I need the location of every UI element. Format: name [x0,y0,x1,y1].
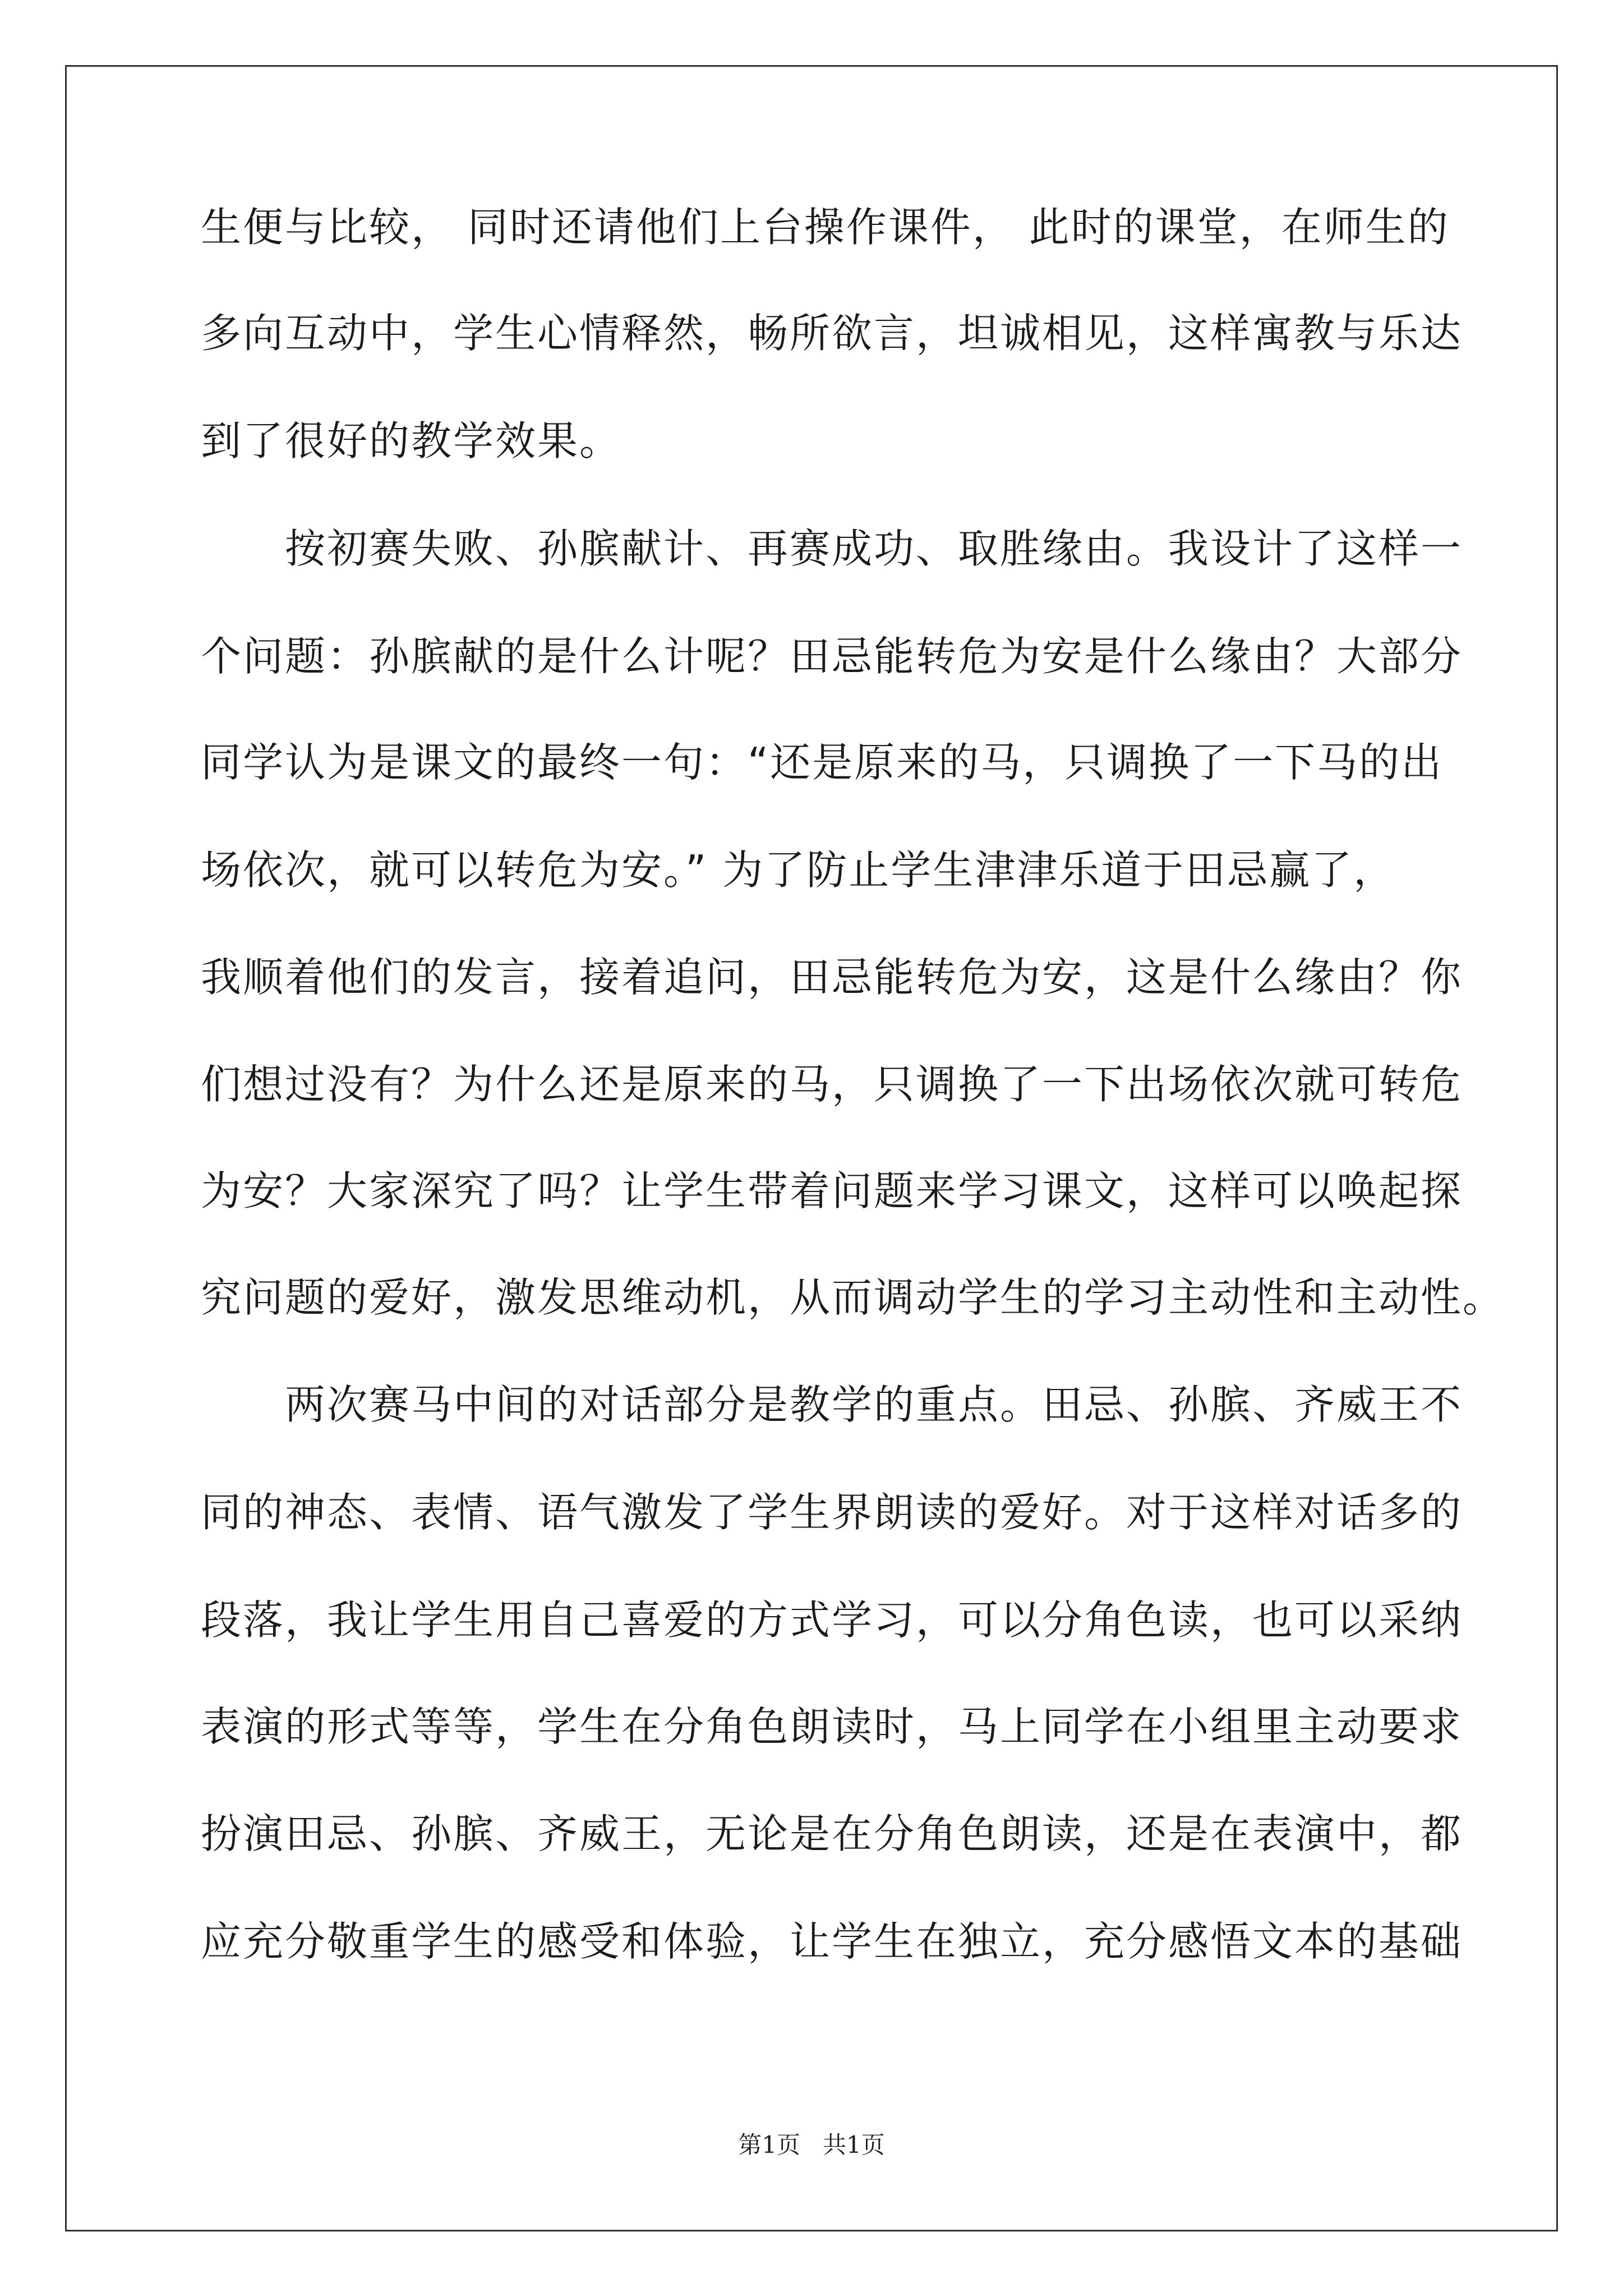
text-line-14: 段落，我让学生用自己喜爱的方式学习，可以分角色读，也可以采纳 [201,1596,1463,1644]
text-line-15: 表演的形式等等，学生在分角色朗读时，马上同学在小组里主动要求 [201,1703,1463,1750]
text-line-12: 两次赛马中间的对话部分是教学的重点。田忌、孙膑、齐威王不 [201,1381,1463,1428]
text-line-5: 个问题：孙膑献的是什么计呢？田忌能转危为安是什么缘由？大部分 [201,633,1463,680]
text-line-3: 到了很好的教学效果。 [201,417,622,464]
text-line-6: 同学认为是课文的最终一句：“还是原来的马，只调换了一下马的出 [201,739,1444,786]
text-line-4: 按初赛失败、孙膑献计、再赛成功、取胜缘由。我设计了这样一 [201,525,1463,572]
text-line-10: 为安？大家深究了吗？让学生带着问题来学习课文，这样可以唤起探 [201,1167,1463,1214]
text-line-11: 究问题的爱好，激发思维动机，从而调动学生的学习主动性和主动性。 [201,1274,1505,1321]
page-number-footer: 第1页 共1页 [738,2131,885,2159]
text-line-16: 扮演田忌、孙膑、齐威王，无论是在分角色朗读，还是在表演中，都 [201,1810,1463,1857]
text-line-7: 场依次，就可以转危为安。” 为了防止学生津津乐道于田忌赢了， [201,846,1396,894]
page-border [65,65,1558,2231]
text-line-17: 应充分敬重学生的感受和体验，让学生在独立，充分感悟文本的基础 [201,1918,1463,1965]
text-line-1: 生便与比较， 同时还请他们上台操作课件， 此时的课堂，在师生的 [201,204,1450,251]
text-line-8: 我顺着他们的发言，接着追问，田忌能转危为安，这是什么缘由？你 [201,954,1463,1001]
text-line-13: 同的神态、表情、语气激发了学生界朗读的爱好。对于这样对话多的 [201,1489,1463,1536]
text-line-2: 多向互动中，学生心情释然，畅所欲言，坦诚相见，这样寓教与乐达 [201,310,1463,357]
text-line-9: 们想过没有？为什么还是原来的马，只调换了一下出场依次就可转危 [201,1061,1463,1108]
